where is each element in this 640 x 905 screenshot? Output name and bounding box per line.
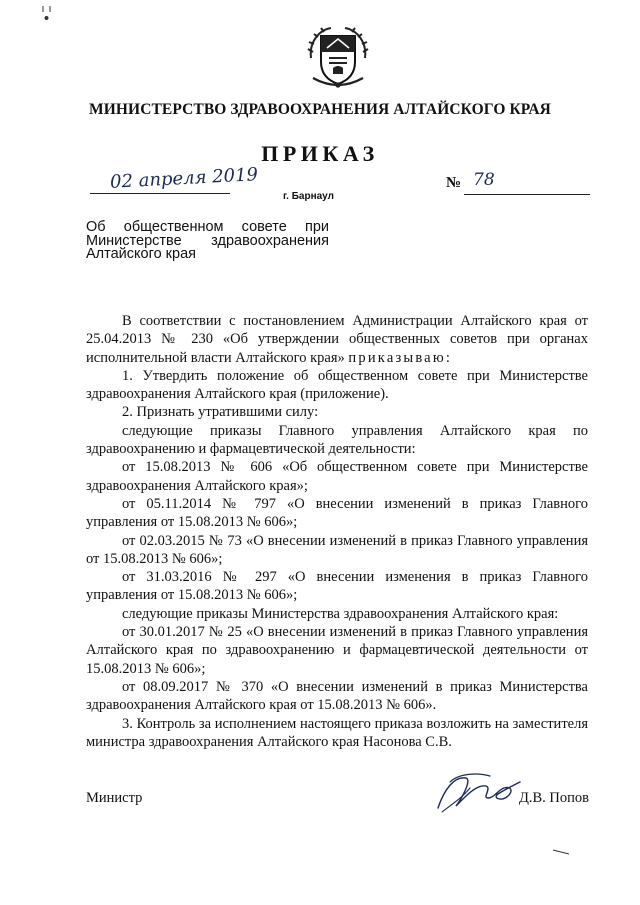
intro-paragraph [86,312,588,367]
item-2-a-3: от 02.03.2015 № 73 «О внесении изменений в приказ Главного управления от 15.08.2013 № 606»; [86,532,588,567]
intro-text: В соответствии с постановлением Администрации Алтайского края от 25.04.2013 № 230 «Об утверждении общественных советов при органах исполнительной власти Алтайского края» [86,313,588,366]
item-1: 1. Утвердить положение об общественном совете при Министерстве здравоохранения Алтайского края (приложение). [86,367,588,403]
signatory-name: Д.В. Попов [519,790,590,806]
number-underline [464,194,590,195]
item-2-b-2: от 08.09.2017 № 370 «О внесении изменений в приказ Министерства здравоохранения Алтайского края от 15.08.2013 № 606». [86,678,588,714]
scan-mark-icon [552,848,570,856]
subject-line: Об общественном совете при [86,219,329,235]
item-2-a-1: от 15.08.2013 № 606 «Об общественном совете при Министерстве здравоохранения Алтайского края»; [86,459,588,494]
signatory-title: Министр [86,790,143,806]
item-2-group-a: следующие приказы Главного управления Алтайского края по здравоохранению и фармацевтической деятельности: [86,422,588,458]
number-label: № [446,175,462,191]
ministry-name: МИНИСТЕРСТВО ЗДРАВООХРАНЕНИЯ АЛТАЙСКОГО КРАЯ [89,101,551,118]
subject-line: Министерстве здравоохранения [86,232,329,249]
document-title: ПРИКАЗ [261,141,379,166]
item-2-group-b: следующие приказы Министерства здравоохранения Алтайского края: [122,605,559,622]
handwritten-number: 78 [473,170,495,190]
date-underline [90,193,230,194]
corner-mark-icon [40,4,54,22]
item-2-a-2: от 05.11.2014 № 797 «О внесении изменений в приказ Главного управления от 15.08.2013 № 606»; [86,495,588,531]
order-subject [86,221,329,262]
item-3: 3. Контроль за исполнением настоящего приказа возложить на заместителя министра здравоохранения Алтайского края Насонова С.В. [86,715,588,750]
handwritten-signature [432,768,522,818]
subject-line: Алтайского края [86,246,196,262]
item-2-a-4: от 31.03.2016 № 297 «О внесении изменения в приказ Главного управления от 15.08.2013 № 606»; [86,569,588,604]
order-body [86,312,588,751]
item-2: 2. Признать утратившими силу: [122,404,319,421]
order-verb: приказываю: [348,349,453,366]
coat-of-arms-emblem [299,22,377,92]
item-2-b-1: от 30.01.2017 № 25 «О внесении изменений в приказ Главного управления Алтайского края по здравоохранению и фармацевтической деятельности от 15.08.2013 № 606»; [86,624,588,677]
city-label: г. Барнаул [283,191,334,202]
handwritten-date: 02 апреля 2019 [109,164,259,193]
